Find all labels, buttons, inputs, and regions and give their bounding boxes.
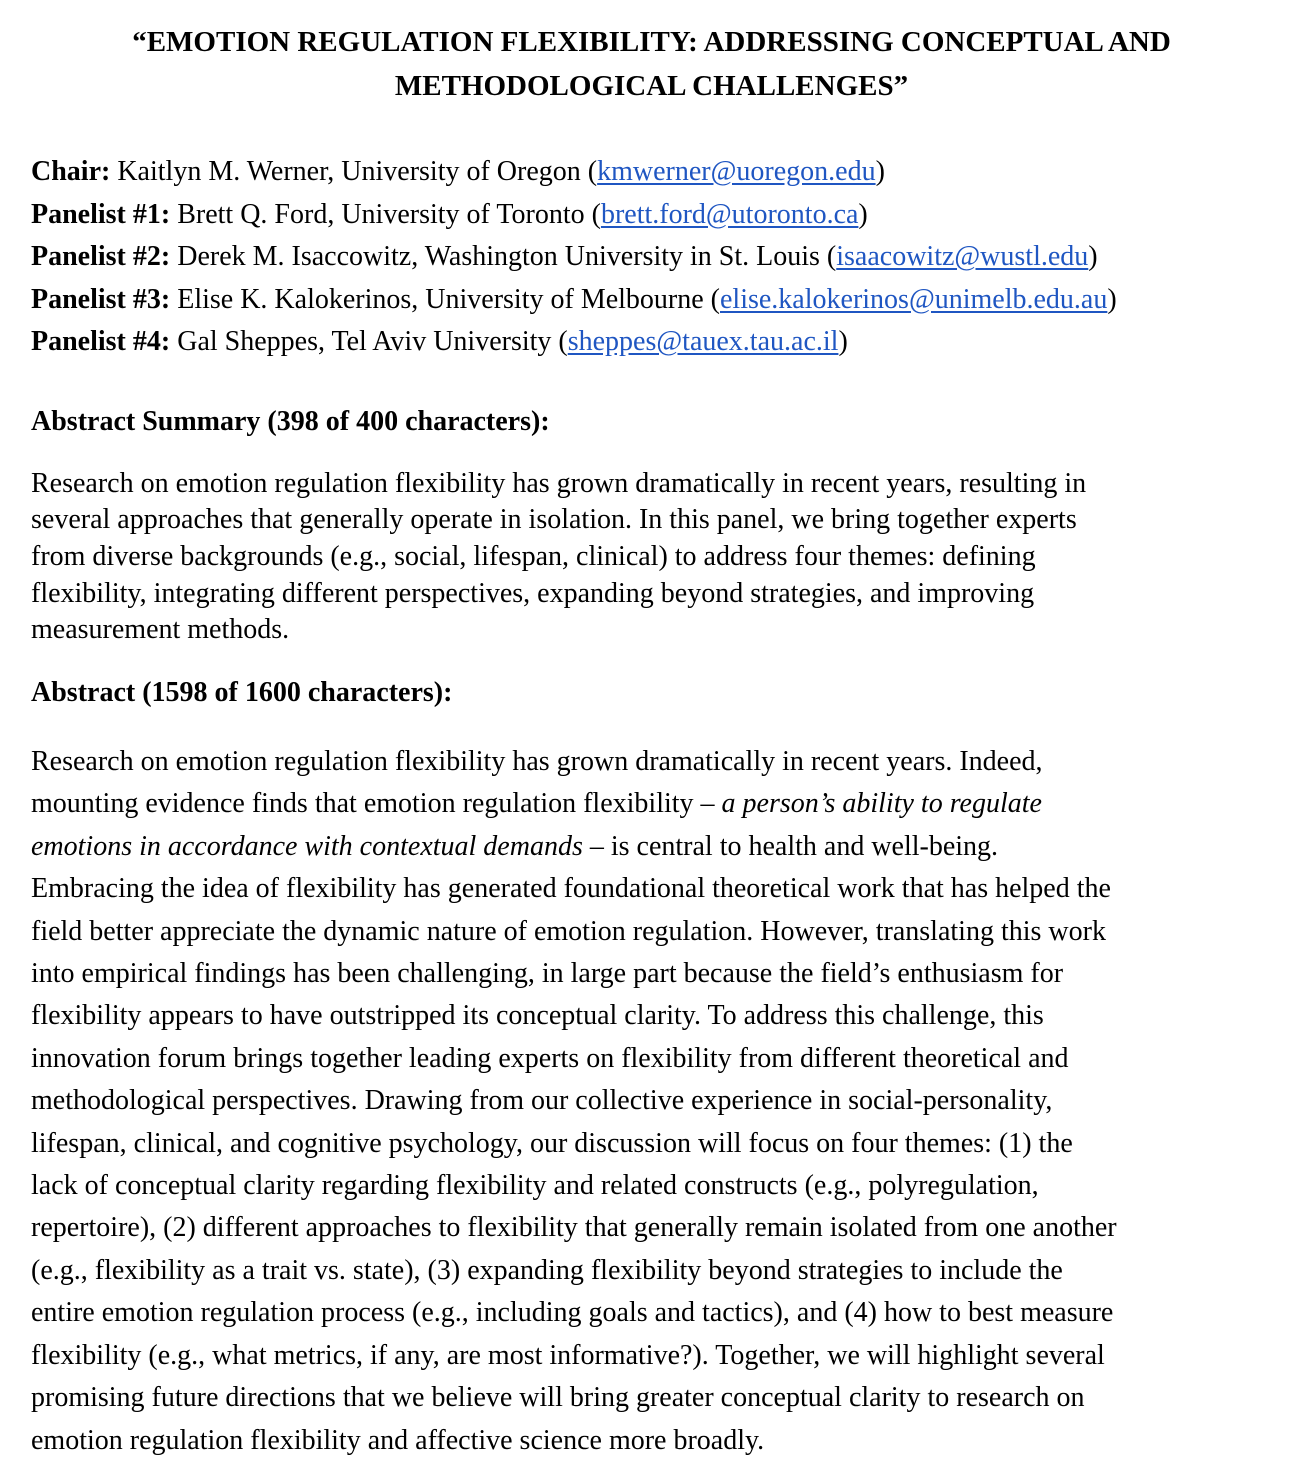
abstract-line: promising future directions that we believe will bring greater conceptual clarity to research on bbox=[31, 1382, 1085, 1414]
person-details: Gal Sheppes, Tel Aviv University ( bbox=[170, 326, 568, 357]
close-paren: ) bbox=[838, 326, 848, 357]
summary-line: measurement methods. bbox=[31, 614, 290, 646]
abstract-heading: Abstract (1598 of 1600 characters): bbox=[31, 677, 453, 709]
abstract-text bbox=[31, 741, 1272, 1462]
person-details: Derek M. Isaccowitz, Washington University in St. Louis ( bbox=[170, 241, 837, 272]
summary-line: from diverse backgrounds (e.g., social, lifespan, clinical) to address four themes: defining bbox=[31, 540, 1036, 572]
person-details: Elise K. Kalokerinos, University of Melbourne ( bbox=[170, 283, 720, 315]
definition-italic: a person’s ability to regulate bbox=[721, 788, 1042, 820]
abstract-line: lifespan, clinical, and cognitive psychology, our discussion will focus on four themes: (1) the bbox=[31, 1127, 1073, 1159]
role-label: Panelist #4: bbox=[31, 326, 171, 357]
abstract-line: lack of conceptual clarity regarding flexibility and related constructs (e.g., polyregulation, bbox=[31, 1170, 1039, 1202]
chair-line bbox=[31, 151, 1272, 194]
abstract-line: entire emotion regulation process (e.g., including goals and tactics), and (4) how to best measure bbox=[31, 1297, 1114, 1329]
abstract-line: Research on emotion regulation flexibility has grown dramatically in recent years. Indeed, bbox=[31, 746, 1043, 778]
role-label: Panelist #2: bbox=[31, 241, 171, 272]
email-link[interactable]: elise.kalokerinos@unimelb.edu.au bbox=[720, 283, 1108, 315]
close-paren: ) bbox=[1107, 283, 1117, 315]
abstract-line: repertoire), (2) different approaches to flexibility that generally remain isolated from one another bbox=[31, 1212, 1117, 1244]
panelist-3-line bbox=[31, 279, 1272, 322]
abstract-line: flexibility appears to have outstripped its conceptual clarity. To address this challenge, this bbox=[31, 1000, 1044, 1032]
document-title bbox=[31, 20, 1272, 108]
abstract-line: methodological perspectives. Drawing from our collective experience in social-personality, bbox=[31, 1085, 1053, 1117]
abstract-line: (e.g., flexibility as a trait vs. state), (3) expanding flexibility beyond strategies to include the bbox=[31, 1254, 1063, 1286]
role-label: Panelist #3: bbox=[31, 283, 171, 315]
panelist-1-line bbox=[31, 194, 1272, 237]
abstract-line: emotion regulation flexibility and affective science more broadly. bbox=[31, 1424, 765, 1456]
abstract-line: – is central to health and well-being. bbox=[582, 830, 999, 862]
abstract-line: flexibility (e.g., what metrics, if any, are most informative?). Together, we will highlight several bbox=[31, 1339, 1105, 1371]
role-label: Chair: bbox=[31, 156, 111, 187]
person-details: Brett Q. Ford, University of Toronto ( bbox=[170, 198, 601, 230]
email-link[interactable]: kmwerner@uoregon.edu bbox=[597, 156, 876, 187]
close-paren: ) bbox=[1088, 241, 1098, 272]
email-link[interactable]: brett.ford@utoronto.ca bbox=[600, 198, 859, 230]
abstract-line: Embracing the idea of flexibility has generated foundational theoretical work that has helped the bbox=[31, 873, 1111, 905]
role-label: Panelist #1: bbox=[31, 198, 171, 230]
title-line-1: “EMOTION REGULATION FLEXIBILITY: ADDRESSING CONCEPTUAL AND bbox=[132, 26, 1171, 58]
summary-line: several approaches that generally operate in isolation. In this panel, we bring together experts bbox=[31, 504, 1077, 536]
panelist-2-line bbox=[31, 236, 1272, 279]
abstract-summary-heading: Abstract Summary (398 of 400 characters): bbox=[31, 405, 550, 437]
abstract-line: mounting evidence finds that emotion regulation flexibility – bbox=[31, 788, 722, 820]
panel-members bbox=[31, 151, 1272, 364]
person-details: Kaitlyn M. Werner, University of Oregon ( bbox=[110, 156, 598, 187]
definition-italic: emotions in accordance with contextual demands bbox=[31, 830, 583, 862]
abstract-line: field better appreciate the dynamic nature of emotion regulation. However, translating this work bbox=[31, 915, 1106, 947]
panelist-4-line bbox=[31, 321, 1272, 364]
close-paren: ) bbox=[858, 198, 868, 230]
abstract-line: into empirical findings has been challenging, in large part because the field’s enthusiasm for bbox=[31, 958, 1064, 990]
email-link[interactable]: isaacowitz@wustl.edu bbox=[836, 241, 1089, 272]
summary-line: Research on emotion regulation flexibility has grown dramatically in recent years, resulting in bbox=[31, 467, 1087, 499]
email-link[interactable]: sheppes@tauex.tau.ac.il bbox=[567, 326, 839, 357]
abstract-summary-text bbox=[31, 466, 1272, 650]
close-paren: ) bbox=[875, 156, 885, 187]
summary-line: flexibility, integrating different perspectives, expanding beyond strategies, and improving bbox=[31, 577, 1035, 609]
title-line-2: METHODOLOGICAL CHALLENGES” bbox=[394, 70, 909, 102]
abstract-line: innovation forum brings together leading experts on flexibility from different theoretical and bbox=[31, 1042, 1069, 1074]
